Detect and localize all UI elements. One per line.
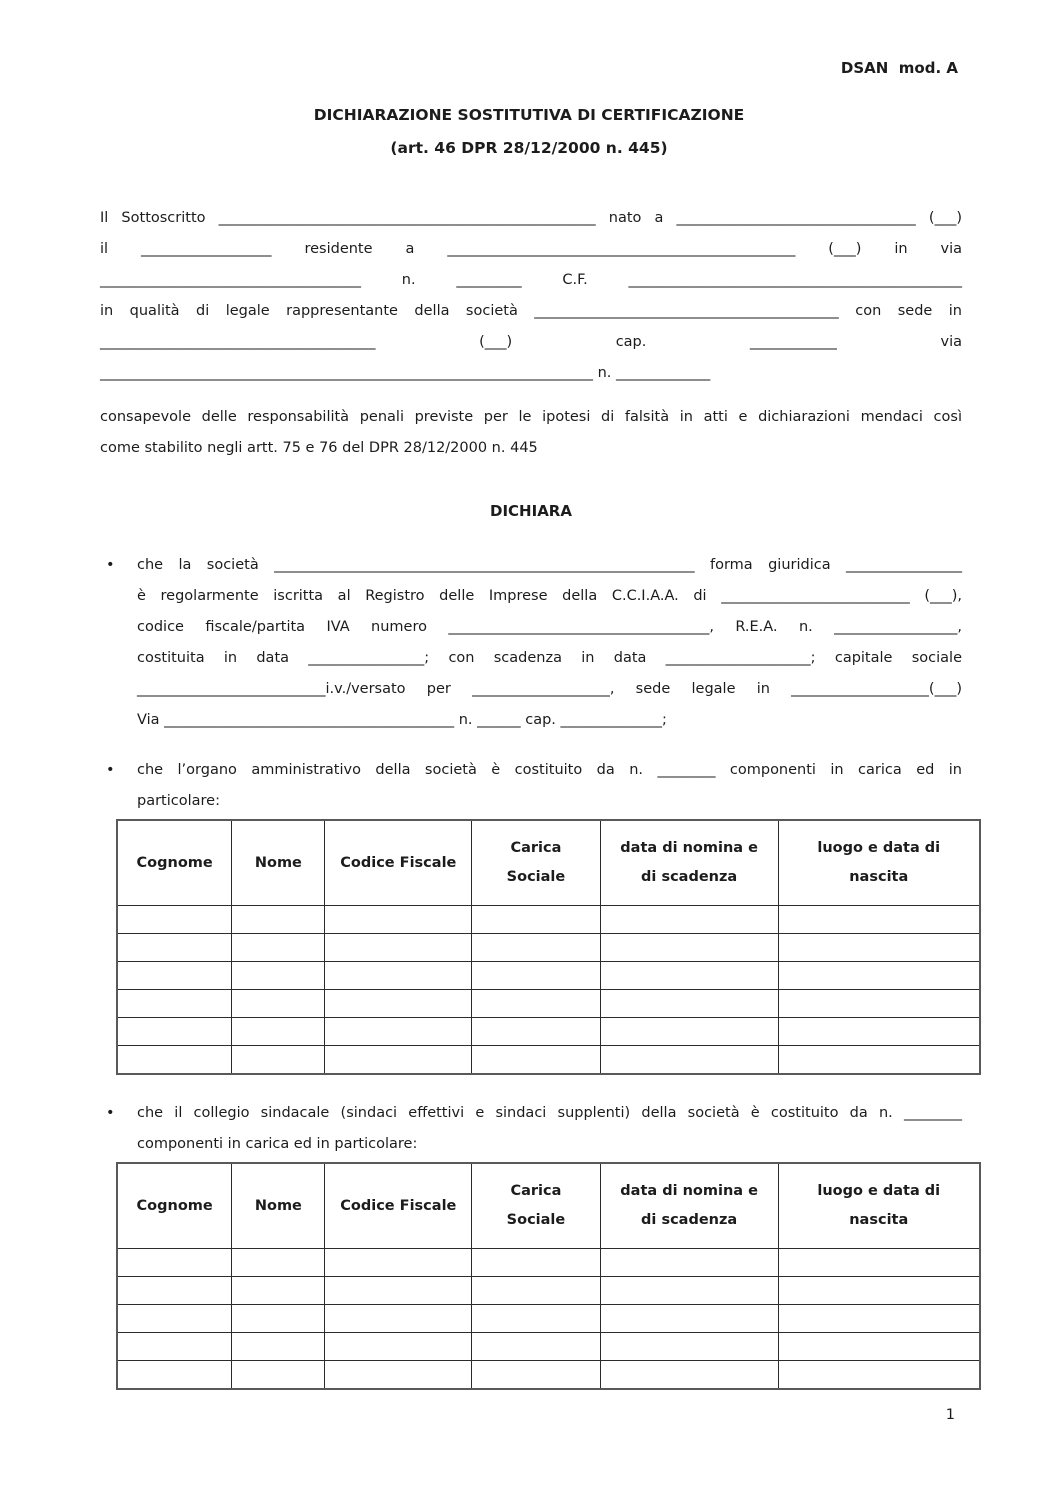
intro-line-6: ____________________________________________________________________ n. _____________ [100,365,711,381]
table-cell [117,1018,232,1046]
table-cell [232,1018,325,1046]
table-cell [472,906,601,934]
table-cell [778,1046,980,1075]
table-header-row [117,1163,980,1249]
table-cell [232,1305,325,1333]
table-cell [778,934,980,962]
table-cell [232,990,325,1018]
table-row [117,1046,980,1075]
table-row [117,1277,980,1305]
table-row [117,1361,980,1390]
table-cell [472,934,601,962]
table-header-row [117,820,980,906]
bullet-item-company [100,550,962,736]
board-line-2: componenti in carica ed in particolare: [137,1136,418,1152]
table-cell [325,1305,472,1333]
bullet-item-board [100,1098,962,1160]
table-cell [117,962,232,990]
table-cell [232,1277,325,1305]
table-header-luogo-nascita: luogo e data di nascita [778,820,980,906]
table-cell [325,1046,472,1075]
table-header-nome: Nome [232,820,325,906]
table-header-carica-sociale: Carica Sociale [472,1163,601,1249]
bullet-item-admin [100,755,962,817]
company-line-3: codice fiscale/partita IVA numero ____________________________________, R.E.A. n. _________________, [137,619,962,635]
table-cell [232,962,325,990]
table-cell [117,1046,232,1075]
table-header-cognome: Cognome [117,820,232,906]
penalty-line-2: come stabilito negli artt. 75 e 76 del DPR 28/12/2000 n. 445 [100,440,538,456]
admin-table-body [117,906,980,1075]
board-members-table [116,1162,981,1390]
page-number: 1 [945,1407,955,1423]
page-title: DICHIARAZIONE SOSTITUTIVA DI CERTIFICAZIONE [313,106,745,124]
document-body [100,203,962,1390]
table-cell [117,990,232,1018]
table-row [117,906,980,934]
admin-members-table [116,819,981,1075]
table-cell [778,1018,980,1046]
company-line-2: è regolarmente iscritta al Registro delle Imprese della C.C.I.A.A. di __________________________ (___), [137,588,962,604]
table-cell [117,934,232,962]
table-cell [117,1333,232,1361]
table-cell [232,1046,325,1075]
bullet-marker: • [106,557,115,573]
table-cell [778,906,980,934]
table-cell [117,906,232,934]
bullet-admin-text [137,755,962,817]
table-header-luogo-nascita: luogo e data di nascita [778,1163,980,1249]
table-cell [778,1333,980,1361]
intro-line-1: Il Sottoscritto ____________________________________________________ nato a _________________________________ (___) [100,210,962,226]
page-subtitle: (art. 46 DPR 28/12/2000 n. 445) [390,139,668,157]
company-line-5: __________________________i.v./versato per ___________________, sede legale in ___________________(___) [137,681,962,697]
table-cell [778,1249,980,1277]
board-table-body [117,1249,980,1390]
table-cell [325,1277,472,1305]
table-row [117,990,980,1018]
table-cell [472,1333,601,1361]
bullet-company-text [137,550,962,736]
table-cell [600,1361,778,1390]
table-cell [325,990,472,1018]
table-header-codice-fiscale: Codice Fiscale [325,820,472,906]
board-line-1: che il collegio sindacale (sindaci effettivi e sindaci supplenti) della società è costituito da n. ________ [137,1105,962,1121]
table-row [117,1333,980,1361]
table-cell [232,1249,325,1277]
table-row [117,1018,980,1046]
table-cell [325,1361,472,1390]
company-line-1: che la società __________________________________________________________ forma giuridica ________________ [137,557,962,573]
intro-line-2: il __________________ residente a ________________________________________________ (___) in via [100,241,962,257]
table-header-data-nomina: data di nomina e di scadenza [600,820,778,906]
bullet-marker: • [106,1105,115,1121]
company-line-6: Via ________________________________________ n. ______ cap. ______________; [137,712,667,728]
penalty-line-1: consapevole delle responsabilità penali previste per le ipotesi di falsità in atti e dichiarazioni mendaci così [100,409,962,425]
table-row [117,934,980,962]
table-cell [117,1305,232,1333]
bullet-marker: • [106,762,115,778]
table-row [117,1249,980,1277]
declare-heading: DICHIARA [490,502,572,520]
table-cell [600,1277,778,1305]
table-header-cognome: Cognome [117,1163,232,1249]
table-cell [232,906,325,934]
table-cell [472,1277,601,1305]
table-cell [778,990,980,1018]
table-cell [117,1249,232,1277]
table-row [117,962,980,990]
table-cell [778,962,980,990]
table-cell [600,1018,778,1046]
table-header-nome: Nome [232,1163,325,1249]
table-cell [325,906,472,934]
table-cell [600,990,778,1018]
penalty-paragraph [100,402,962,464]
table-cell [778,1305,980,1333]
table-cell [600,1249,778,1277]
table-cell [232,1361,325,1390]
table-cell [600,962,778,990]
table-header-codice-fiscale: Codice Fiscale [325,1163,472,1249]
bullet-board-text [137,1098,962,1160]
table-cell [472,1018,601,1046]
table-cell [600,1046,778,1075]
admin-line-1: che l’organo amministrativo della società è costituito da n. ________ componenti in carica ed in [137,762,962,778]
table-cell [778,1361,980,1390]
table-cell [600,906,778,934]
table-cell [778,1277,980,1305]
table-cell [117,1361,232,1390]
table-cell [232,934,325,962]
table-cell [325,1249,472,1277]
table-cell [325,934,472,962]
admin-line-2: particolare: [137,793,220,809]
company-line-4: costituita in data ________________; con scadenza in data ____________________; capitale sociale [137,650,962,666]
table-cell [472,1361,601,1390]
table-header-data-nomina: data di nomina e di scadenza [600,1163,778,1249]
table-cell [232,1333,325,1361]
table-cell [117,1277,232,1305]
table-cell [472,990,601,1018]
table-row [117,1305,980,1333]
table-header-carica-sociale: Carica Sociale [472,820,601,906]
doc-reference: DSAN mod. A [840,59,958,77]
intro-line-5: ______________________________________ (___) cap. ____________ via [100,334,962,350]
table-cell [472,962,601,990]
intro-paragraph [100,203,962,389]
table-cell [600,1305,778,1333]
table-cell [325,1018,472,1046]
table-cell [472,1046,601,1075]
table-cell [600,934,778,962]
table-cell [600,1333,778,1361]
intro-line-4: in qualità di legale rappresentante della società __________________________________________ con sede in [100,303,962,319]
table-cell [472,1249,601,1277]
intro-line-3: ____________________________________ n. _________ C.F. ______________________________________________ [100,272,962,288]
table-cell [325,962,472,990]
table-cell [472,1305,601,1333]
table-cell [325,1333,472,1361]
